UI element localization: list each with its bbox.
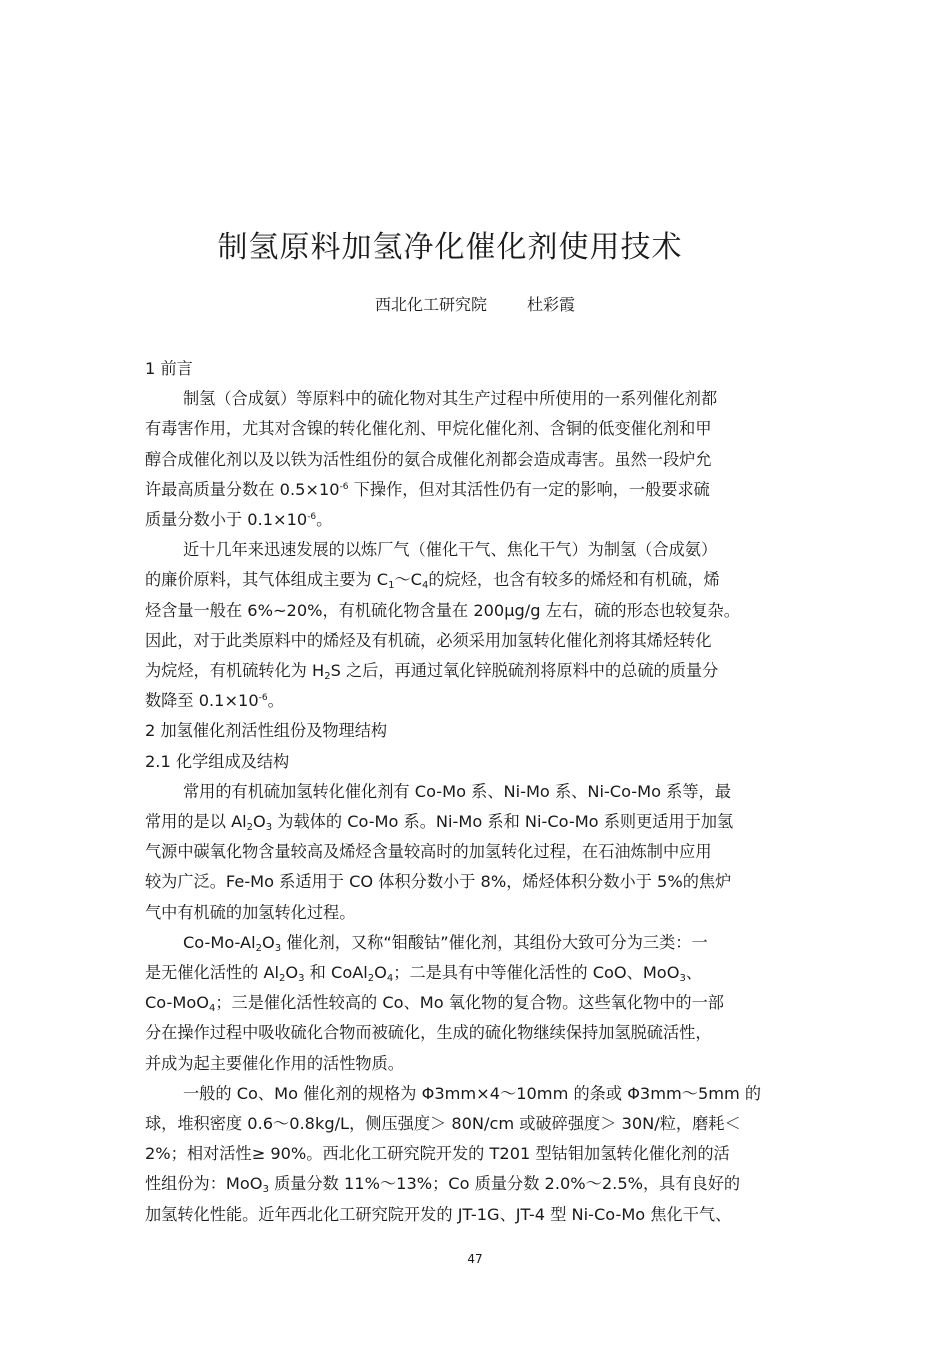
paragraph-line: 一般的 Co、Mo 催化剂的规格为 Φ3mm×4～10mm 的条或 Φ3mm～5mm 的 bbox=[183, 1083, 762, 1103]
paragraph-line: 醇合成催化剂以及以铁为活性组份的氨合成催化剂都会造成毒害。虽然一段炉允 bbox=[145, 449, 712, 469]
paragraph-line: $Co-Mo-Al_2O_3$ 催化剂，又称“钼酸钴”催化剂，其组份大致可分为三类：一 bbox=[183, 932, 708, 954]
paragraph-line: 烃含量一般在 6%~20%，有机硫化物含量在 200μg/g 左右，硫的形态也较复杂。 bbox=[145, 600, 740, 620]
paragraph-line: 质量分数小于 $0.1\times 10^{-6}$。 bbox=[145, 510, 333, 530]
author-name: 杜彩霞 bbox=[527, 295, 576, 314]
paragraph-line: 制氢（合成氨）等原料中的硫化物对其生产过程中所使用的一系列催化剂都 bbox=[183, 389, 718, 409]
paragraph-line: 并成为起主要催化作用的活性物质。 bbox=[145, 1053, 404, 1073]
subsection-heading: 2.1 化学组成及结构 bbox=[145, 751, 290, 771]
page-number: 47 bbox=[467, 1252, 483, 1266]
paragraph-line: 球，堆积密度 0.6～0.8kg/L，侧压强度＞ 80N/cm 或破碎强度＞ 30N/粒，磨耗＜ bbox=[145, 1114, 741, 1134]
paragraph-line: 较为广泛。Fe-Mo 系适用于 CO 体积分数小于 8%，烯烃体积分数小于 5%的焦炉 bbox=[145, 872, 732, 892]
paragraph-line: 分在操作过程中吸收硫化合物而被硫化，生成的硫化物继续保持加氢脱硫活性， bbox=[145, 1023, 712, 1043]
paragraph-line: 近十几年来迅速发展的以炼厂气（催化干气、焦化干气）为制氢（合成氨） bbox=[183, 540, 718, 560]
paragraph-line: 是无催化活性的 $Al_2O_3$ 和 $CoAl_2O_4$；二是具有中等催化活性的 CoO、MoO$_3$、 bbox=[145, 963, 703, 985]
author-line bbox=[0, 292, 950, 315]
paragraph-line: 加氢转化性能。近年西北化工研究院开发的 JT-1G、JT-4 型 Ni-Co-Mo 焦化干气、 bbox=[145, 1204, 732, 1224]
document-title: 制氢原料加氢净化催化剂使用技术 bbox=[217, 230, 683, 265]
section-heading: 1 前言 bbox=[145, 359, 193, 378]
paragraph-line: 为烷烃，有机硫转化为 $H_2S$ 之后，再通过氧化锌脱硫剂将原料中的总硫的质量分 bbox=[145, 661, 719, 683]
paragraph-line: 气中有机硫的加氢转化过程。 bbox=[145, 902, 356, 922]
paragraph-line: 数降至 $0.1\times 10^{-6}$。 bbox=[145, 691, 284, 711]
paragraph-line: 许最高质量分数在 $0.5\times 10^{-6}$ 下操作，但对其活性仍有一定的影响，一般要求硫 bbox=[145, 479, 710, 499]
paragraph-line: 因此，对于此类原料中的烯烃及有机硫，必须采用加氢转化催化剂将其烯烃转化 bbox=[145, 630, 712, 650]
document-body bbox=[145, 354, 805, 1230]
paragraph-line: 性组份为：MoO$_3$ 质量分数 11%～13%；Co 质量分数 2.0%～2.5%，具有良好的 bbox=[145, 1174, 741, 1196]
paragraph-line: 气源中碳氧化物含量较高及烯烃含量较高时的加氢转化过程，在石油炼制中应用 bbox=[145, 842, 712, 862]
paragraph-line: Co-MoO$_4$；三是催化活性较高的 Co、Mo 氧化物的复合物。这些氧化物中的一部 bbox=[145, 993, 724, 1015]
paragraph-line: 2%；相对活性≥ 90%。西北化工研究院开发的 T201 型钴钼加氢转化催化剂的活 bbox=[145, 1144, 730, 1164]
paragraph-line: 的廉价原料，其气体组成主要为 $C_1\sim C_4$的烷烃，也含有较多的烯烃和有机硫，烯 bbox=[145, 570, 720, 592]
affiliation: 西北化工研究院 bbox=[374, 295, 487, 314]
paragraph-line: 常用的是以 $Al_2O_3$ 为载体的 Co-Mo 系。Ni-Mo 系和 Ni-Co-Mo 系则更适用于加氢 bbox=[145, 812, 734, 834]
section-heading: 2 加氢催化剂活性组份及物理结构 bbox=[145, 721, 388, 741]
paragraph-line: 有毒害作用，尤其对含镍的转化催化剂、甲烷化催化剂、含铜的低变催化剂和甲 bbox=[145, 419, 712, 439]
paragraph-line: 常用的有机硫加氢转化催化剂有 Co-Mo 系、Ni-Mo 系、Ni-Co-Mo 系等，最 bbox=[183, 781, 731, 801]
